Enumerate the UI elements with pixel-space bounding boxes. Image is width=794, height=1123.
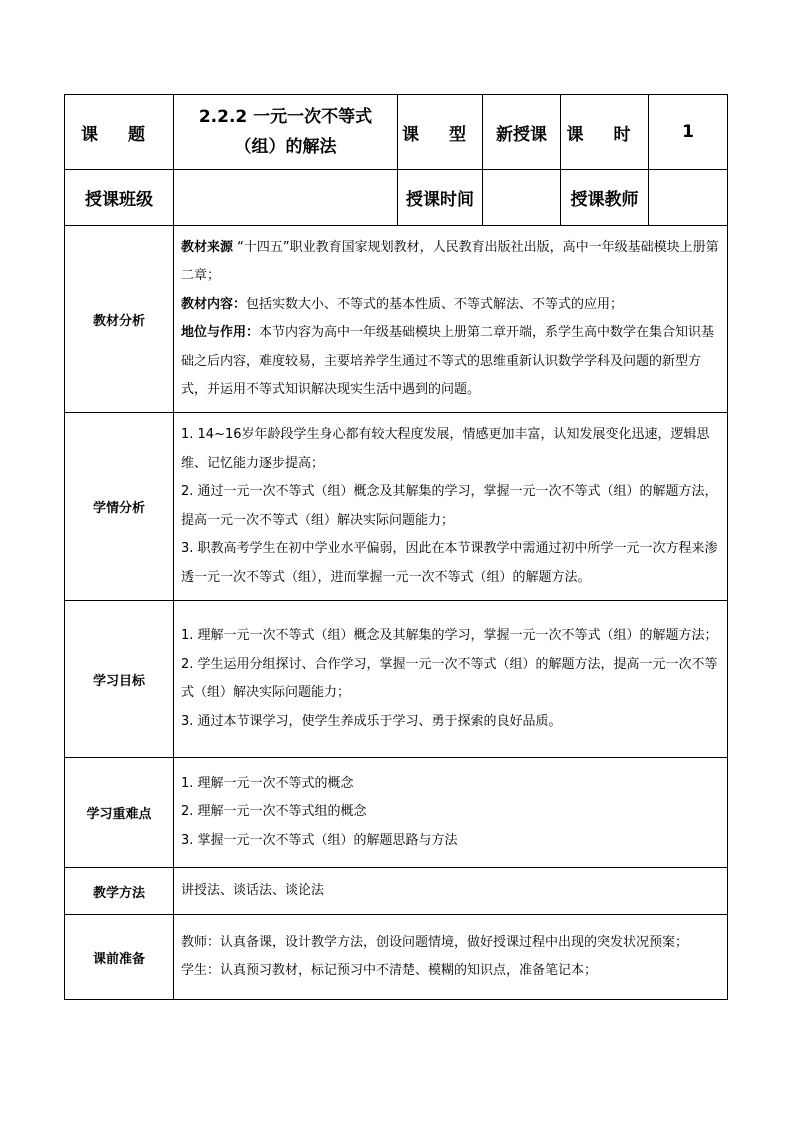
- textbook-content: [174, 226, 728, 413]
- key-point-item-3: 3. 掌握一元一次不等式（组）的解题思路与方法: [181, 832, 458, 848]
- key-points-label-cell: [65, 758, 174, 868]
- class-label: 授课班级: [85, 190, 153, 210]
- textbook-label-cell: [65, 226, 174, 413]
- key-points-content: [174, 758, 728, 868]
- textbook-source-text: “十四五”职业教育国家规划教材，人民教育出版社出版，高中一年级基础模块上册第二章；: [181, 239, 719, 283]
- learners-label-cell: [65, 413, 174, 601]
- type-value-cell: [483, 95, 561, 170]
- teacher-value-cell: [649, 170, 728, 226]
- learners-content: [174, 413, 728, 601]
- methods-label: 教学方法: [92, 885, 145, 901]
- time-label-cell: [398, 170, 483, 226]
- preparation-row: [65, 915, 728, 1000]
- type-label: 课 型: [402, 124, 478, 145]
- header-row: [65, 95, 728, 170]
- teacher-label-cell: [561, 170, 649, 226]
- textbook-source-label: 教材来源: [181, 239, 234, 255]
- key-point-item-2: 2. 理解一元一次不等式组的概念: [181, 804, 367, 820]
- preparation-label: 课前准备: [92, 951, 145, 967]
- goals-item-1: 1. 理解一元一次不等式（组）概念及其解集的学习，掌握一元一次不等式（组）的解题方法；: [181, 628, 718, 643]
- class-label-cell: [65, 170, 174, 226]
- textbook-role-text: 本节内容为高中一年级基础模块上册第二章开端，系学生高中数学在集合知识基础之后内容，难度较易，主要培养学生通过不等式的思维重新认识数学学科及问题的新型方式，并运用不等式知识解决现实生活中遇到的问题。: [181, 325, 715, 397]
- textbook-role: [181, 319, 723, 405]
- topic-value-cell: [174, 95, 398, 170]
- hours-label-cell: [561, 95, 649, 170]
- time-value-cell: [483, 170, 561, 226]
- methods-label-cell: [65, 868, 174, 915]
- methods-text: 讲授法、谈话法、谈论法: [181, 882, 325, 898]
- class-row: [65, 170, 728, 226]
- key-points-row: [65, 758, 728, 868]
- learners-label: 学情分析: [92, 501, 145, 516]
- goals-content: [174, 601, 728, 758]
- lesson-plan-table: [64, 94, 728, 1000]
- textbook-content-line: [181, 291, 723, 320]
- topic-line-2: （组）的解法: [234, 137, 337, 157]
- preparation-item-student: 学生：认真预习教材，标记预习中不清楚、模糊的知识点，准备笔记本；: [181, 963, 598, 978]
- preparation-label-cell: [65, 915, 174, 1000]
- methods-row: [65, 868, 728, 915]
- topic-line-1: 2.2.2 一元一次不等式: [198, 107, 373, 127]
- learners-item-2: 2. 通过一元一次不等式（组）概念及其解集的学习，掌握一元一次不等式（组）的解题方法，提高一元一次不等式（组）解决实际问题能力；: [181, 484, 718, 528]
- hours-value-cell: [649, 95, 728, 170]
- goals-item-3: 3. 通过本节课学习，使学生养成乐于学习、勇于探索的良好品质。: [181, 713, 562, 729]
- topic-label: 课 题: [81, 124, 157, 145]
- type-value: 新授课: [496, 124, 547, 145]
- type-label-cell: [398, 95, 483, 170]
- textbook-label: 教材分析: [92, 313, 145, 329]
- preparation-item-teacher: 教师：认真备课，设计教学方法，创设问题情境，做好授课过程中出现的突发状况预案；: [181, 934, 689, 950]
- goals-label: 学习目标: [92, 673, 145, 689]
- learners-item-1: 1. 14~16岁年龄段学生身心都有较大程度发展，情感更加丰富，认知发展变化迅速，逻辑思维、记忆能力逐步提高；: [181, 427, 710, 471]
- teacher-label: 授课教师: [570, 190, 639, 210]
- textbook-content-label: 教材内容：: [181, 296, 247, 312]
- textbook-role-label: 地位与作用：: [181, 325, 260, 340]
- class-value-cell: [174, 170, 398, 226]
- hours-label: 课 时: [566, 124, 643, 145]
- textbook-source: [181, 234, 723, 291]
- learners-item-3: 3. 职教高考学生在初中学业水平偏弱，因此在本节课教学中需通过初中所学一元一次方程来渗透一元一次不等式（组），进而掌握一元一次不等式（组）的解题方法。: [181, 541, 718, 585]
- goals-row: [65, 601, 728, 758]
- preparation-content: [174, 915, 728, 1000]
- textbook-content-text: 包括实数大小、不等式的基本性质、不等式解法、不等式的应用；: [246, 296, 624, 312]
- textbook-row: [65, 226, 728, 413]
- goals-label-cell: [65, 601, 174, 758]
- learners-row: [65, 413, 728, 601]
- hours-value: 1: [682, 122, 694, 142]
- key-points-label: 学习重难点: [86, 807, 152, 822]
- goals-item-2: 2. 学生运用分组探讨、合作学习，掌握一元一次不等式（组）的解题方法，提高一元一次不等式（组）解决实际问题能力；: [181, 656, 718, 700]
- key-point-item-1: 1. 理解一元一次不等式的概念: [181, 775, 354, 791]
- topic-label-cell: [65, 95, 174, 170]
- time-label: 授课时间: [406, 190, 474, 210]
- methods-content: [174, 868, 728, 915]
